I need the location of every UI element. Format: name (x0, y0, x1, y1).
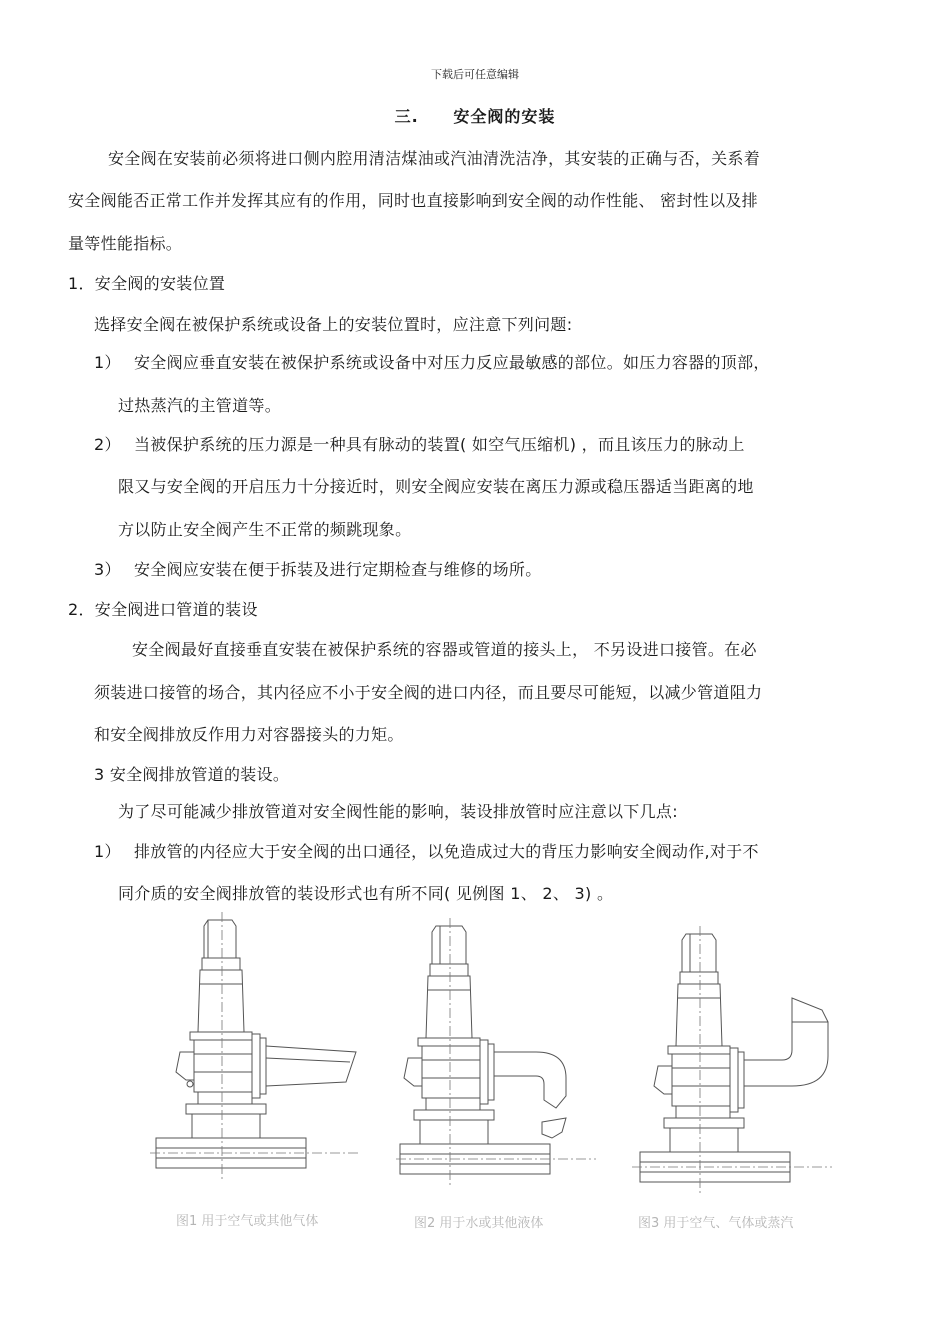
sec1-item-3 (94, 557, 542, 580)
figure-2-valve-liquid-drawing (396, 918, 606, 1188)
figure-3-caption: 图3 用于空气、气体或蒸汽 (638, 1216, 794, 1231)
intro-line-2: 安全阀能否正常工作并发挥其应有的作用，同时也直接影响到安全阀的动作性能、 密封性以及排 (68, 191, 758, 210)
figure-1-valve-gas-drawing (150, 912, 360, 1182)
item-number: 3） (94, 560, 121, 579)
figure-2-caption: 图2 用于水或其他液体 (414, 1216, 544, 1231)
item-text: 当被保护系统的压力源是一种具有脉动的装置( 如空气压缩机) ，而且该压力的脉动上 (134, 435, 745, 454)
sec1-item-2-cont-1: 限又与安全阀的开启压力十分接近时，则安全阀应安装在离压力源或稳压器适当距离的地 (118, 477, 754, 496)
sec3-lead: 为了尽可能减少排放管道对安全阀性能的影响，装设排放管时应注意以下几点: (118, 802, 678, 821)
item-number: 1） (94, 842, 121, 861)
item-text: 排放管的内径应大于安全阀的出口通径，以免造成过大的背压力影响安全阀动作,对于不 (134, 842, 759, 861)
sec2-line-1: 安全阀最好直接垂直安装在被保护系统的容器或管道的接头上， 不另设进口接管。在必 (132, 640, 757, 659)
sec1-heading: 1．安全阀的安装位置 (68, 274, 226, 293)
sec1-item-2 (94, 432, 745, 455)
intro-line-3: 量等性能指标。 (68, 234, 183, 253)
section-title-text: 安全阀的安装 (453, 107, 556, 126)
sec1-item-1-cont: 过热蒸汽的主管道等。 (118, 396, 282, 415)
sec2-line-3: 和安全阀排放反作用力对容器接头的力矩。 (94, 725, 404, 744)
item-text: 安全阀应垂直安装在被保护系统或设备中对压力反应最敏感的部位。如压力容器的顶部， (134, 353, 770, 372)
figure-3-valve-steam-drawing (632, 926, 842, 1196)
header-note: 下载后可任意编辑 (431, 68, 519, 81)
section-number: 三. (394, 107, 419, 126)
sec1-item-1 (94, 350, 770, 373)
section-title (0, 104, 950, 127)
sec3-item-1 (94, 839, 759, 862)
sec1-item-2-cont-2: 方以防止安全阀产生不正常的频跳现象。 (118, 520, 412, 539)
sec2-heading: 2．安全阀进口管道的装设 (68, 600, 258, 619)
sec2-line-2: 须装进口接管的场合，其内径应不小于安全阀的进口内径，而且要尽可能短，以减少管道阻力 (94, 683, 763, 702)
item-text: 安全阀应安装在便于拆装及进行定期检查与维修的场所。 (134, 560, 542, 579)
sec3-heading: 3 安全阀排放管道的装设。 (94, 765, 290, 784)
sec3-item-1-cont: 同介质的安全阀排放管的装设形式也有所不同( 见例图 1、 2、 3) 。 (118, 884, 614, 903)
item-number: 2） (94, 435, 121, 454)
intro-line-1: 安全阀在安装前必须将进口侧内腔用清洁煤油或汽油清洗洁净，其安装的正确与否，关系着 (108, 149, 761, 168)
figure-1-caption: 图1 用于空气或其他气体 (176, 1214, 319, 1229)
item-number: 1） (94, 353, 121, 372)
sec1-lead: 选择安全阀在被保护系统或设备上的安装位置时，应注意下列问题: (94, 315, 573, 334)
